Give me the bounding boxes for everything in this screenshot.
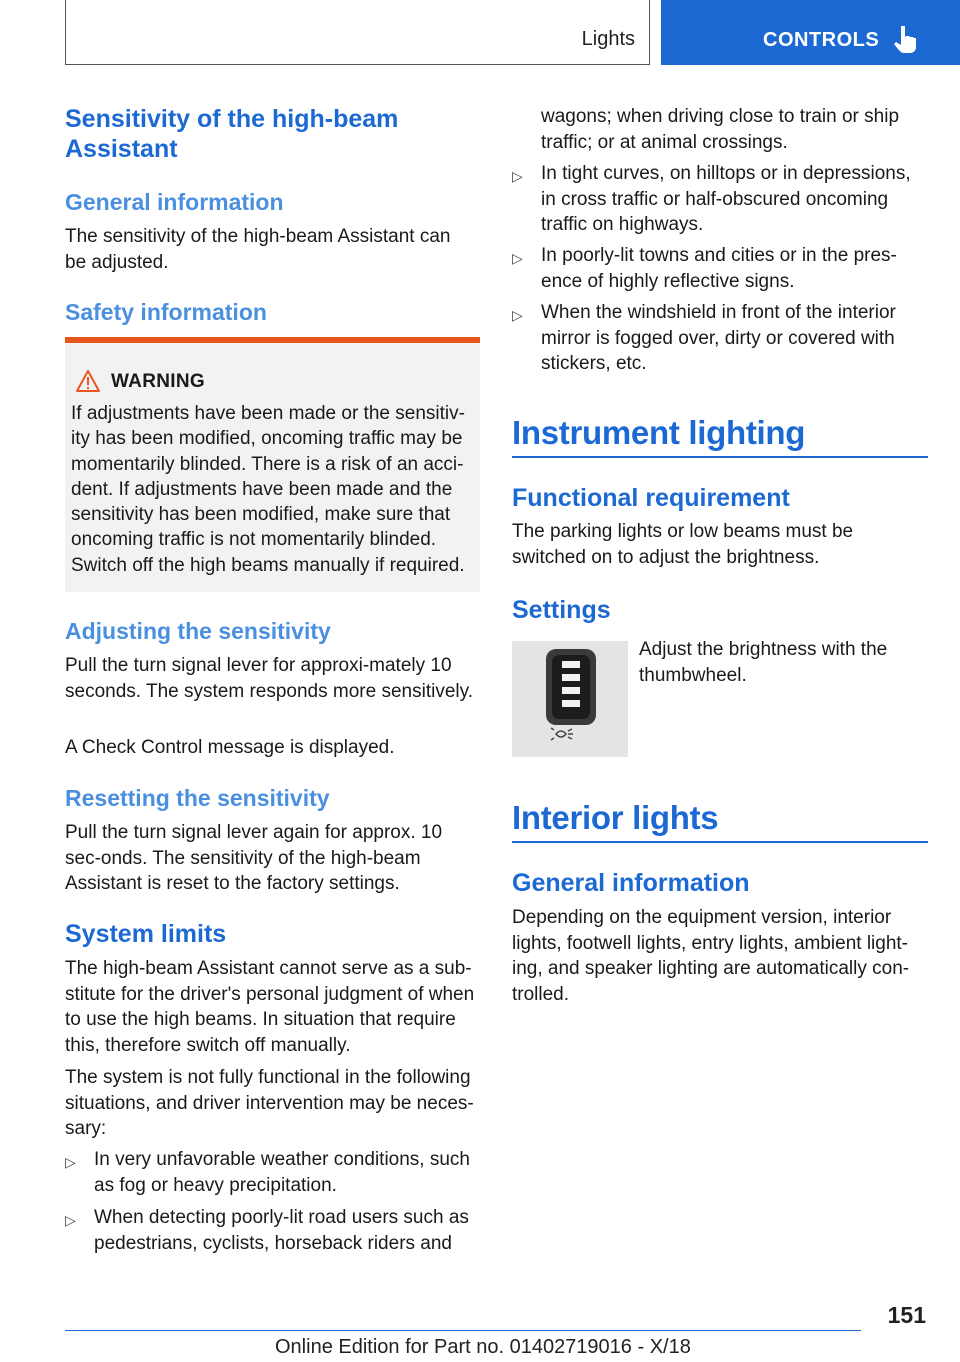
pointing-hand-icon	[893, 24, 919, 54]
heading-rule	[512, 841, 928, 843]
adjusting-text: Pull the turn signal lever for approxi-mately 10 seconds. The system responds more sensitively.	[65, 655, 473, 702]
adjusting-text-2: A Check Control message is displayed.	[65, 737, 395, 758]
page-number: 151	[887, 1302, 926, 1328]
section-header-box	[65, 0, 650, 65]
warning-text: If adjustments have been made or the sensitiv-ity has been modified, oncoming traffic may be momentarily blinded. There is a risk of an acci-dent. If adjustments have been made and the sensitivity has been modified, make sure that oncoming traffic is not momentarily blinded. Switch off the high beams manually if required.	[71, 403, 465, 576]
heading-general-info-interior: General information	[512, 869, 750, 897]
list-item-text: In very unfavorable weather conditions, such as fog or heavy precipitation.	[94, 1149, 470, 1196]
list-item	[65, 1147, 480, 1199]
list-item	[65, 1205, 480, 1257]
bullet-triangle-icon: ▷	[512, 250, 523, 266]
list-item	[512, 243, 928, 295]
heading-system-limits: System limits	[65, 920, 227, 948]
bullet-triangle-icon: ▷	[512, 168, 523, 184]
system-limits-text: The high-beam Assistant cannot serve as a sub-stitute for the driver's personal judgment of when to use the high beams. In situation that require this, therefore switch off manually.	[65, 958, 475, 1056]
list-item-text: In poorly-lit towns and cities or in the pres-ence of highly reflective signs.	[541, 245, 897, 292]
functional-requirement-text: The parking lights or low beams must be switched on to adjust the brightness.	[512, 521, 854, 568]
warning-triangle-icon	[75, 369, 101, 393]
list-item	[512, 300, 928, 378]
list-item	[512, 161, 928, 239]
heading-functional-requirement: Functional requirement	[512, 484, 790, 512]
warning-box	[65, 337, 480, 592]
chapter-tab[interactable]	[661, 0, 960, 65]
heading-general-info: General information	[65, 189, 284, 215]
page-header	[0, 0, 960, 66]
heading-instrument-lighting: Instrument lighting	[512, 414, 806, 451]
heading-resetting: Resetting the sensitivity	[65, 785, 330, 811]
bullet-triangle-icon: ▷	[65, 1212, 76, 1228]
settings-text: Adjust the brightness with the thumbwheel.	[639, 639, 888, 686]
footer-rule	[65, 1330, 861, 1331]
resetting-text: Pull the turn signal lever again for approx. 10 sec-onds. The sensitivity of the high-beam Assistant is reset to the factory settings.	[65, 822, 443, 894]
chapter-tab-label: CONTROLS	[763, 29, 880, 51]
general-info-text: The sensitivity of the high-beam Assistant can be adjusted.	[65, 226, 451, 273]
heading-interior-lights: Interior lights	[512, 799, 719, 836]
heading-sensitivity: Sensitivity of the high-beam Assistant	[65, 105, 399, 163]
continued-text: wagons; when driving close to train or ship traffic; or at animal crossings.	[541, 106, 900, 153]
thumbwheel-icon	[512, 641, 628, 757]
warning-title: WARNING	[111, 371, 205, 392]
thumbwheel-image	[512, 641, 628, 757]
heading-safety-info: Safety information	[65, 299, 267, 325]
list-item-text: In tight curves, on hilltops or in depressions, in cross traffic or half-obscured oncoming traffic on highways.	[541, 163, 911, 235]
heading-rule	[512, 456, 928, 458]
heading-settings: Settings	[512, 596, 611, 624]
bullet-triangle-icon: ▷	[512, 307, 523, 323]
interior-general-text: Depending on the equipment version, interior lights, footwell lights, entry lights, ambient light-ing, and speaker lighting are automatically con-trolled.	[512, 907, 910, 1005]
list-item-text: When the windshield in front of the interior mirror is fogged over, dirty or covered with stickers, etc.	[541, 302, 896, 374]
list-item-text: When detecting poorly-lit road users such as pedestrians, cyclists, horseback riders and	[94, 1207, 469, 1254]
section-title: Lights	[581, 28, 635, 50]
system-limits-text-2: The system is not fully functional in the following situations, and driver intervention may be neces-sary:	[65, 1067, 474, 1139]
footer-edition: Online Edition for Part no. 01402719016 - X/18	[275, 1336, 691, 1358]
bullet-triangle-icon: ▷	[65, 1154, 76, 1170]
heading-adjusting: Adjusting the sensitivity	[65, 618, 331, 644]
